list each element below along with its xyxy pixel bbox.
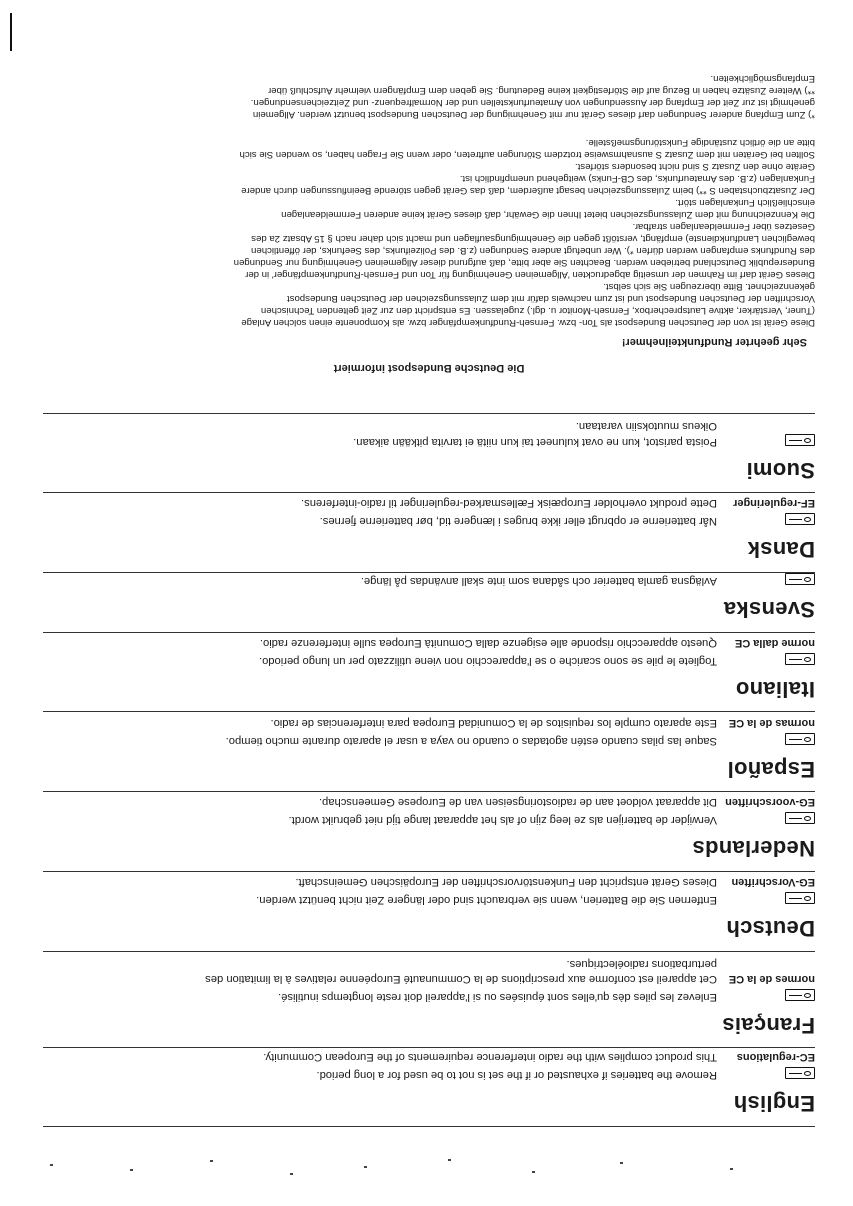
bundespost-line: des Rundfunks empfangen werden dürfen *). Wer unbefugt andere Sendungen (z.B. des Polizeifunks, des Seefunks, der öffentlichen [251,245,815,256]
battery-instruction: Entfernen Sie die Batterien, wenn sie verbraucht sind oder längere Zeit nicht benützt werden. [256,894,717,906]
section-nederlands [43,795,815,861]
regulation-text: Este aparato cumple los requisitos de la Comunidad Europea para interferencias de radio. [270,717,717,729]
section-divider [43,413,815,414]
section-suomi [43,417,815,483]
scan-speck [620,1162,623,1164]
battery-disposal-icon [785,573,815,585]
bundespost-footnote-line: Empfangsmöglichkeiten. [710,73,815,84]
bundespost-footnote-line: *) Zum Empfang anderer Sendungen darf dieses Gerät nur mit Genehmigung der Deutschen Bundespost benutzt werden. Allgemein [252,109,815,120]
bundespost-line: Bundesrepublik Deutschland betrieben werden. Beachten Sie aber bitte, daß aufgrund dieser Allgemeinen Genehmigung nur Sendungen [233,257,815,268]
language-heading: Español [727,757,815,782]
bundespost-line: Vorschriften der Deutschen Bundespost und ist zum nachweis dafür mit dem Zulassungszeichen der Deutschen Bundespost [287,293,815,304]
section-divider [43,492,815,493]
bundespost-line: gekennzeichnet. Bitte überzeugen Sie sich selbst. [603,281,815,292]
regulation-label: normes de la CE [728,973,815,985]
battery-instruction: Verwijder de batterijen als ze leeg zijn of als het apparaat lange tijd niet gebruikt wordt. [288,814,717,826]
edge-mark [10,13,12,51]
regulation-label: EC-regulations [736,1051,815,1063]
scan-speck [532,1171,535,1173]
section-deutsch [43,875,815,941]
battery-disposal-icon [785,812,815,824]
bundespost-line: Der Zusatzbuchstaben S **) beim Zulassungszeichen besagt außerdem, daß das Gerät gegen störende Beeinflussungen durch andere [241,185,815,196]
section-divider [43,711,815,712]
bundespost-line: Dieses Gerät darf im Rahmen der umseitig abgedruckten 'Allgemeinen Genehmigung für Ton und Fernseh-Rundfunkempfänger' in der [245,269,815,280]
battery-disposal-icon [785,892,815,904]
section-bundespost [43,36,815,406]
bundespost-line: beweglichen Landfunkdienste) empfängt, verstößt gegen die Genehmigungsauflagen und macht sich daher nach § 15 Absatz 2a des [251,233,815,244]
scan-speck [448,1159,451,1161]
section-divider [43,1126,815,1127]
battery-instruction: Når batterierne er opbrugt eller ikke bruges i længere tid, bør batterierne fjernes. [319,515,717,527]
battery-disposal-icon [785,653,815,665]
battery-disposal-icon [785,989,815,1001]
battery-instruction: Poista paristot, kun ne ovat kuluneet tai kun niitä ei tarvita pitkään aikaan. [353,436,717,448]
regulation-text: Dette produkt overholder Europæisk Fællesmarked-reguleringer til radio-interferens. [301,497,717,509]
language-heading: Nederlands [692,836,815,861]
language-heading: Suomi [746,458,815,483]
regulation-text: Dit apparaat voldoet aan de radiostoringseisen van de Europese Gemeenschap. [318,796,717,808]
scan-speck [210,1160,213,1162]
language-heading: Deutsch [726,916,815,941]
battery-instruction: Remove the batteries if exhausted or if the set is not to be used for a long period. [316,1069,717,1081]
scan-speck [130,1169,133,1171]
section-english [43,1050,815,1116]
regulation-label: EG-Vorschriften [731,876,815,888]
bundespost-greeting: Sehr geehrter Rundfunkteilnehmer! [621,336,807,348]
bundespost-line: bitte an die örtlich zuständige Funkstörungsmeßstelle. [585,137,815,148]
battery-disposal-icon [785,733,815,745]
bundespost-line: Geräte ohne den Zusatz S sind nicht besonders störfest. [575,161,815,172]
regulation-text: This product complies with the radio interference requirements of the European Community. [263,1051,717,1063]
section-dansk [43,496,815,562]
section-italiano [43,636,815,702]
bundespost-line: Diese Gerät ist von der Deutschen Bundespost als Ton- bzw. Fernseh-Rundfunkempfänger bzw. als Komponente einen solchen Anlage [241,317,815,328]
bundespost-footnote-line: genehmigt ist zur Zeit der Empfang der Aussendungen von Amateurfunkstellen und der Normalfrequenz- und Zeitzeichensendungen. [250,97,815,108]
bundespost-line: Sollten bei Geräten mit dem Zusatz S ausnahmsweise trotzdem Störungen auftreten, oder wenn Sie Fragen haben, so wenden Sie sich [239,149,815,160]
language-heading: Italiano [735,677,815,702]
battery-disposal-icon [785,434,815,446]
section-divider [43,951,815,952]
bundespost-line: Die Kennzeichnung mit dem Zulassungszeichen bietet Ihnen die Gewähr, daß dieses Gerät keine anderen Fernmeldeanlagen [281,209,815,220]
section-divider [43,791,815,792]
regulation-label: EF-reguleringer [733,497,815,509]
regulation-text: Questo apparecchio risponde alle esigenze dalla Comunità Europea sulle interferenze radio. [259,637,717,649]
language-heading: English [733,1091,815,1116]
bundespost-footnote-line: **) Weitere Zusätze haben in Bezug auf die Störfestigkeit keine Bedeutung. Sie geben dem Empfängern vielmehr Aufschluß über [268,85,815,96]
bundespost-title: Die Deutsche Bundespost informiert [333,362,525,374]
section-divider [43,632,815,633]
battery-instruction: Avlägsna gamla batterier och sådana som inte skall användas på länge. [360,575,717,587]
scan-speck [730,1168,733,1170]
section-francais [43,958,815,1038]
battery-disposal-icon [785,513,815,525]
bundespost-line: (Tuner, Verstärker, aktive Lautsprecherbox, Fernseh-Monitor u. dgl.) zugelassen. Es entspricht den zur Zeit geltenden Technischen [260,305,815,316]
section-svenska [43,572,815,622]
reservation-note: Oikeus muutoksiin varataan. [575,420,717,432]
bundespost-line: Gesetzes über Fernmeldeanlagen strafbar. [632,221,815,232]
section-espanol [43,716,815,782]
regulation-text-continued: perturbations radioélectriques. [566,958,717,970]
regulation-text: Cet appareil est conforme aux prescriptions de la Communauté Européenne relatives à la limitation des [205,973,717,985]
section-divider [43,1047,815,1048]
language-heading: Français [722,1013,815,1038]
language-heading: Svenska [723,597,815,622]
regulation-label: EG-voorschriften [725,796,815,808]
battery-instruction: Saque las pilas cuando estén agotadas o cuando no vaya a usar el aparato durante mucho tiempo. [225,735,717,747]
bundespost-line: Funkanlagen (z.B. des Amateurfunks, des CB-Funks) weitgehend unempfindlich ist. [459,173,815,184]
language-heading: Dansk [747,537,815,562]
regulation-label: normas de la CE [728,717,815,729]
section-divider [43,572,815,573]
scan-speck [364,1166,367,1168]
regulation-text: Dieses Gerät entspricht den Funkenstörvorschriften der Europäischen Gemeinschaft. [295,876,717,888]
scan-speck [50,1164,53,1166]
section-divider [43,871,815,872]
battery-disposal-icon [785,1067,815,1079]
bundespost-line: einschließlich Funkanlagen stört. [675,197,815,208]
battery-instruction: Enlevez les piles dès qu'elles sont épuisées ou si l'appareil doit reste longtemps inutilisé. [278,991,717,1003]
regulation-label: norme dalla CE [734,637,815,649]
battery-instruction: Togliete le pile se sono scariche o se l'apparecchio non viene utilizzato per un lungo periodo. [258,655,717,667]
scan-speck [290,1173,293,1175]
